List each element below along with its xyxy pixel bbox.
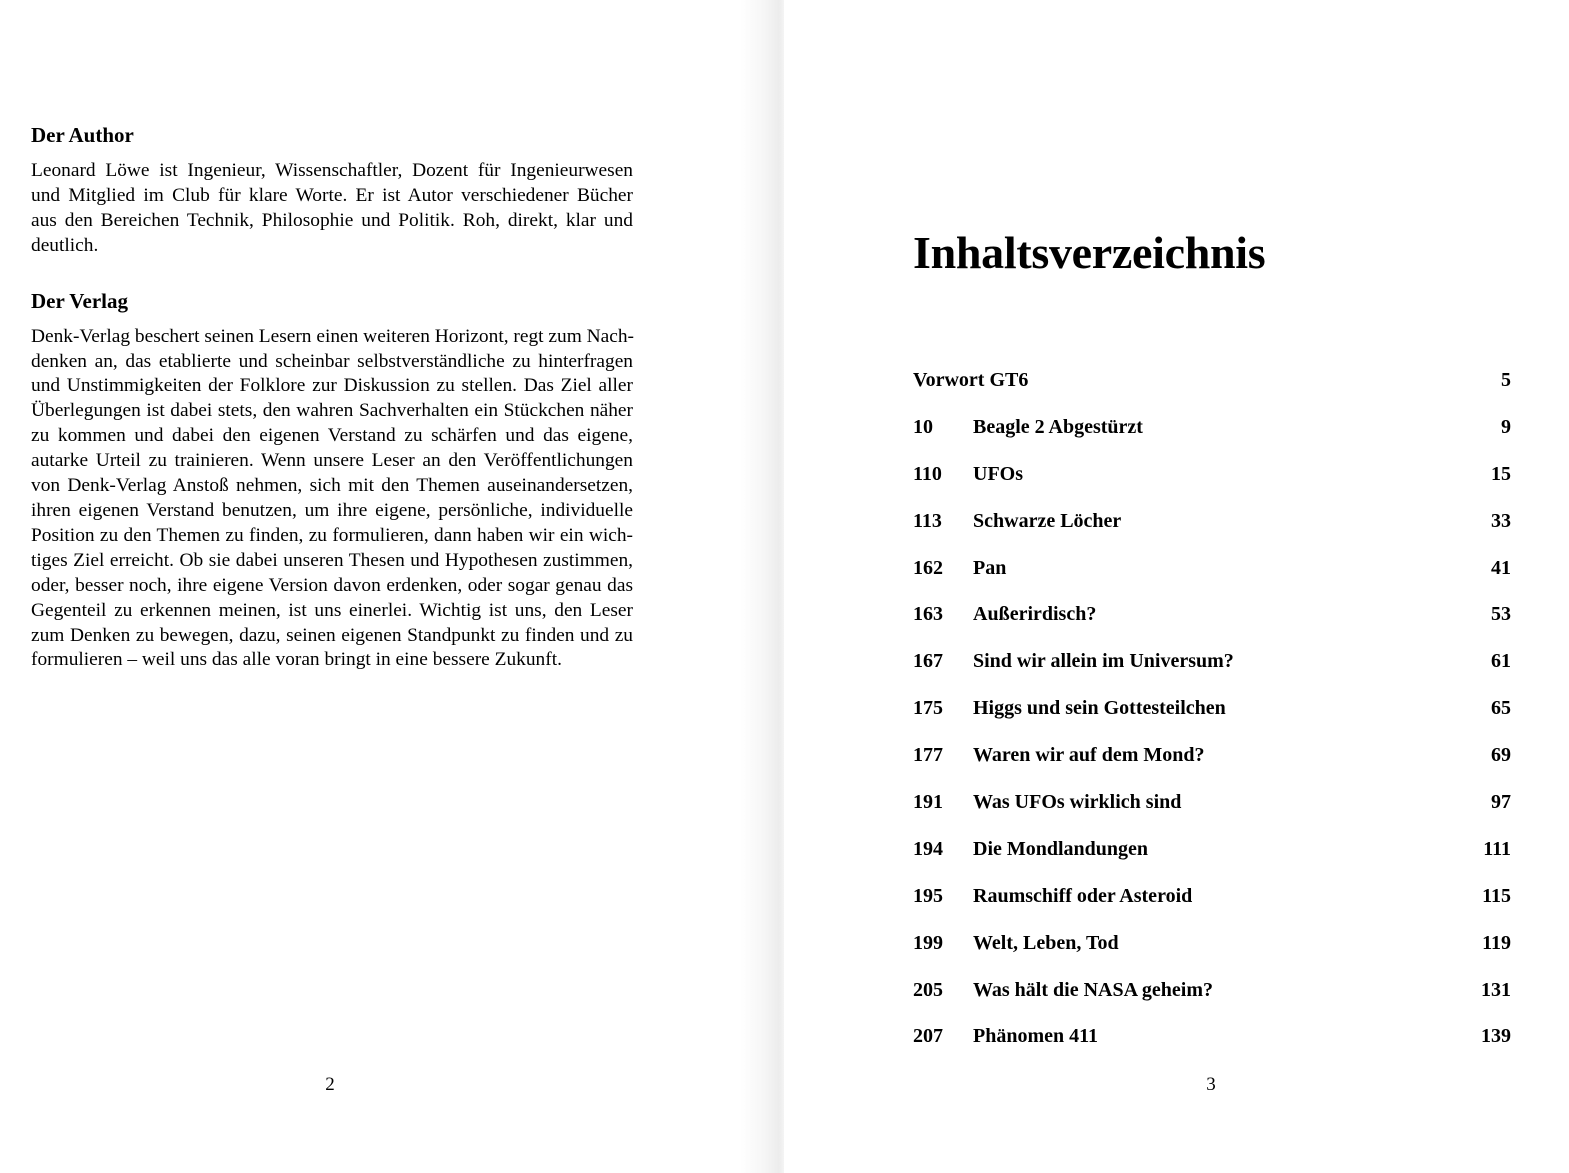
toc-entry-page: 139 <box>1481 1025 1511 1048</box>
toc-entry-title: Außerirdisch? <box>973 603 1097 626</box>
toc-entry <box>913 414 1511 461</box>
toc-entry-title: Sind wir allein im Universum? <box>973 650 1234 673</box>
toc-entry-title: Die Mondlandungen <box>973 837 1149 860</box>
toc-entry-title: Schwarze Löcher <box>973 509 1122 532</box>
toc-entry-number: 194 <box>913 837 943 860</box>
toc-entry <box>913 789 1511 836</box>
toc-entry <box>913 461 1511 508</box>
publisher-line: formulieren – weil uns das alle voran bringt in eine bessere Zukunft. <box>31 649 562 671</box>
left-page-content <box>31 122 633 673</box>
author-heading: Der Author <box>31 123 134 147</box>
toc-entry-number: 191 <box>913 791 943 814</box>
publisher-line: Position zu den Themen zu finden, zu formulieren, dann haben wir ein wich- <box>31 524 633 546</box>
publisher-line: oder, besser noch, ihre eigene Version davon erdenken, oder sogar genau das <box>31 574 633 596</box>
toc-entry-number: 195 <box>913 884 943 907</box>
toc-entry-page: 9 <box>1501 415 1511 438</box>
toc-entry-page: 53 <box>1491 603 1511 626</box>
toc-entry <box>913 1023 1511 1070</box>
toc-entry-page: 69 <box>1491 744 1511 767</box>
toc-entry <box>913 930 1511 977</box>
toc-entry <box>913 367 1511 414</box>
toc-entry <box>913 555 1511 602</box>
toc-entry-title: UFOs <box>973 462 1023 485</box>
toc-entry-number: 199 <box>913 931 943 954</box>
publisher-paragraph <box>31 325 633 674</box>
toc-entry-number: 207 <box>913 1025 943 1048</box>
publisher-line: Überlegungen ist dabei stets, den wahren Sachverhalten ein Stückchen näher <box>31 400 633 422</box>
author-paragraph <box>31 159 633 259</box>
toc-entry <box>913 742 1511 789</box>
toc-entry-number: 162 <box>913 556 943 579</box>
toc-entry-page: 111 <box>1483 837 1511 860</box>
toc-entry-title: Beagle 2 Abgestürzt <box>973 415 1143 438</box>
toc-entry <box>913 836 1511 883</box>
toc-entry-title: Welt, Leben, Tod <box>973 931 1119 954</box>
author-line: Leonard Löwe ist Ingenieur, Wissenschaftler, Dozent für Ingenieurwesen <box>31 160 633 181</box>
toc-entry-title: Was UFOs wirklich sind <box>973 791 1182 814</box>
toc-entry-number: 113 <box>913 509 942 532</box>
toc-entry-number: 110 <box>913 462 942 485</box>
toc-entry-title: Waren wir auf dem Mond? <box>973 744 1205 767</box>
toc-entry-page: 97 <box>1491 791 1511 814</box>
toc-entry <box>913 695 1511 742</box>
author-line: und Mitglied im Club für klare Worte. Er ist Autor verschiedener Bücher <box>31 184 633 206</box>
toc-entry-page: 131 <box>1481 978 1511 1001</box>
toc-entry-page: 41 <box>1491 556 1511 579</box>
book-gutter <box>740 0 784 1173</box>
page-number-left: 2 <box>325 1074 335 1095</box>
toc-entry-title: Phänomen 411 <box>973 1025 1099 1048</box>
page-number-right: 3 <box>1206 1074 1216 1095</box>
toc-entry <box>913 508 1511 555</box>
toc-entry <box>913 977 1511 1024</box>
author-line: aus den Bereichen Technik, Philosophie und Politik. Roh, direkt, klar und <box>31 209 633 231</box>
author-line: deutlich. <box>31 234 99 256</box>
toc-entry-number: 175 <box>913 697 943 720</box>
toc-entry-number: 177 <box>913 744 943 767</box>
publisher-line: zu kommen und dabei den eigenen Verstand zu schärfen und das eigene, <box>31 425 633 447</box>
toc-entry-number: 167 <box>913 650 943 673</box>
publisher-line: Denk-Verlag beschert seinen Lesern einen weiteren Horizont, regt zum Nach- <box>31 325 635 347</box>
toc-entry-title: Higgs und sein Gottesteilchen <box>973 697 1226 720</box>
toc-entry-number: 10 <box>913 415 933 438</box>
table-of-contents <box>913 367 1511 1070</box>
toc-entry-title: Was hält die NASA geheim? <box>973 978 1214 1001</box>
toc-entry-title: Vorwort GT6 <box>913 369 1029 391</box>
toc-entry-title: Pan <box>973 556 1007 579</box>
publisher-line: und Unstimmigkeiten der Folklore zur Diskussion zu stellen. Das Ziel aller <box>31 375 633 397</box>
toc-entry-number: 163 <box>913 603 943 626</box>
publisher-line: autarke Urteil zu trainieren. Wenn unsere Leser an den Veröffentlichungen <box>31 450 633 472</box>
publisher-line: tiges Ziel erreicht. Ob sie dabei unseren Thesen und Hypothesen zustimmen, <box>31 549 633 571</box>
toc-entry-page: 65 <box>1491 697 1511 720</box>
toc-entry-page: 115 <box>1482 884 1511 907</box>
publisher-heading: Der Verlag <box>31 288 129 313</box>
publisher-line: Gegenteil zu erkennen meinen, ist uns einerlei. Wichtig ist uns, den Leser <box>31 599 633 621</box>
left-page <box>0 0 770 1173</box>
toc-entry <box>913 883 1511 930</box>
toc-entry-number: 205 <box>913 978 943 1001</box>
publisher-line: von Denk-Verlag Anstoß nehmen, sich mit den Themen auseinandersetzen, <box>31 475 633 497</box>
publisher-line: denken an, das etablierte und scheinbar selbstverständliche zu hinterfragen <box>31 350 633 372</box>
right-page <box>784 0 1569 1173</box>
toc-entry-page: 61 <box>1491 650 1511 673</box>
toc-entry-page: 33 <box>1491 509 1511 532</box>
toc-entry-page: 119 <box>1482 931 1511 954</box>
toc-entry-title: Raumschiff oder Asteroid <box>973 884 1193 907</box>
toc-entry <box>913 648 1511 695</box>
publisher-line: ihren eigenen Verstand benutzen, um ihre eigene, persönliche, individuelle <box>31 499 633 521</box>
publisher-line: zum Denken zu bewegen, dazu, seinen eigenen Standpunkt zu finden und zu <box>31 624 633 646</box>
toc-entry-page: 5 <box>1501 369 1511 391</box>
toc-entry-page: 15 <box>1491 462 1511 485</box>
toc-entry <box>913 601 1511 648</box>
toc-title: Inhaltsverzeichnis <box>913 227 1266 278</box>
